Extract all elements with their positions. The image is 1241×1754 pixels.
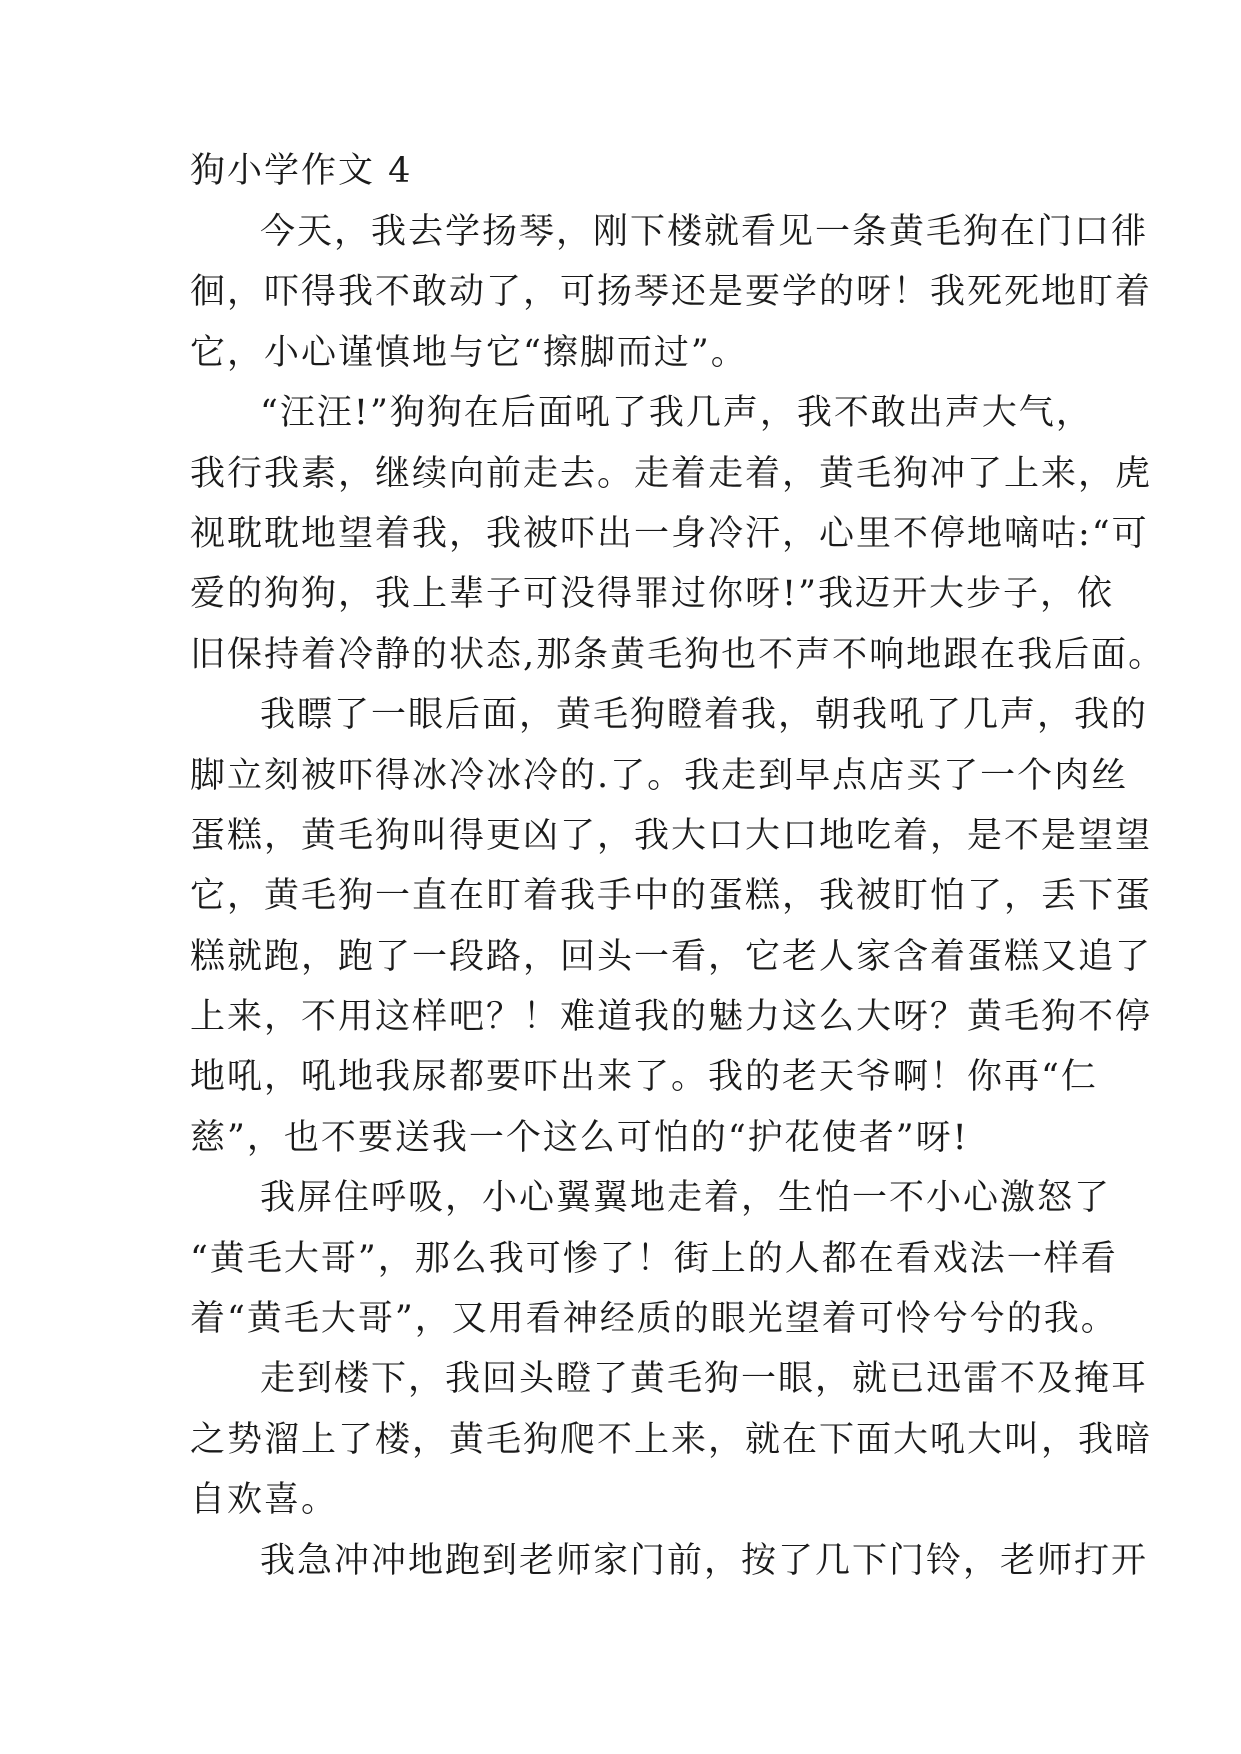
text-line: 脚立刻被吓得冰冷冰冷的.了。我走到早点店买了一个肉丝 <box>190 755 1129 796</box>
text-line: 走到楼下，我回头瞪了黄毛狗一眼，就已迅雷不及掩耳 <box>260 1359 1149 1400</box>
essay-lines <box>190 202 1166 1591</box>
text-line: 徊，吓得我不敢动了，可扬琴还是要学的呀！我死死地盯着 <box>190 272 1153 313</box>
text-line: “黄毛大哥”，那么我可惨了！街上的人都在看戏法一样看 <box>190 1238 1118 1279</box>
text-line: 今天，我去学扬琴，刚下楼就看见一条黄毛狗在门口徘 <box>260 212 1149 252</box>
essay-title: 狗小学作文 4 <box>190 151 413 191</box>
text-line: 我瞟了一眼后面，黄毛狗瞪着我，朝我吼了几声，我的 <box>260 695 1149 736</box>
text-line: “汪汪!”狗狗在后面吼了我几声，我不敢出声大气， <box>260 393 1093 434</box>
text-line: 自欢喜。 <box>190 1480 339 1521</box>
text-line: 爱的狗狗，我上辈子可没得罪过你呀!”我迈开大步子，依 <box>190 574 1114 615</box>
text-line: 旧保持着冷静的状态,那条黄毛狗也不声不响地跟在我后面。 <box>190 634 1166 675</box>
text-line: 着“黄毛大哥”，又用看神经质的眼光望着可怜兮兮的我。 <box>190 1299 1118 1340</box>
text-line: 之势溜上了楼，黄毛狗爬不上来，就在下面大吼大叫，我暗 <box>190 1419 1153 1460</box>
essay-body <box>190 140 1166 1591</box>
text-line: 它，黄毛狗一直在盯着我手中的蛋糕，我被盯怕了，丢下蛋 <box>190 876 1153 917</box>
text-line: 它，小心谨慎地与它“擦脚而过”。 <box>190 332 748 373</box>
text-line: 蛋糕，黄毛狗叫得更凶了，我大口大口地吃着，是不是望望 <box>190 815 1153 856</box>
text-line: 糕就跑，跑了一段路，回头一看，它老人家含着蛋糕又追了 <box>190 936 1153 977</box>
text-line: 我屏住呼吸，小心翼翼地走着，生怕一不小心激怒了 <box>260 1178 1112 1219</box>
text-line: 我行我素，继续向前走去。走着走着，黄毛狗冲了上来，虎 <box>190 453 1153 494</box>
text-line: 地吼，吼地我尿都要吓出来了。我的老天爷啊！你再“仁 <box>190 1057 1098 1098</box>
text-line: 上来，不用这样吧？！难道我的魅力这么大呀？黄毛狗不停 <box>190 997 1153 1038</box>
text-line: 视耽耽地望着我，我被吓出一身冷汗，心里不停地嘀咕:“可 <box>190 513 1149 554</box>
text-line: 慈”，也不要送我一个这么可怕的“护花使者”呀! <box>190 1117 969 1158</box>
text-line: 我急冲冲地跑到老师家门前，按了几下门铃，老师打开 <box>260 1540 1149 1581</box>
